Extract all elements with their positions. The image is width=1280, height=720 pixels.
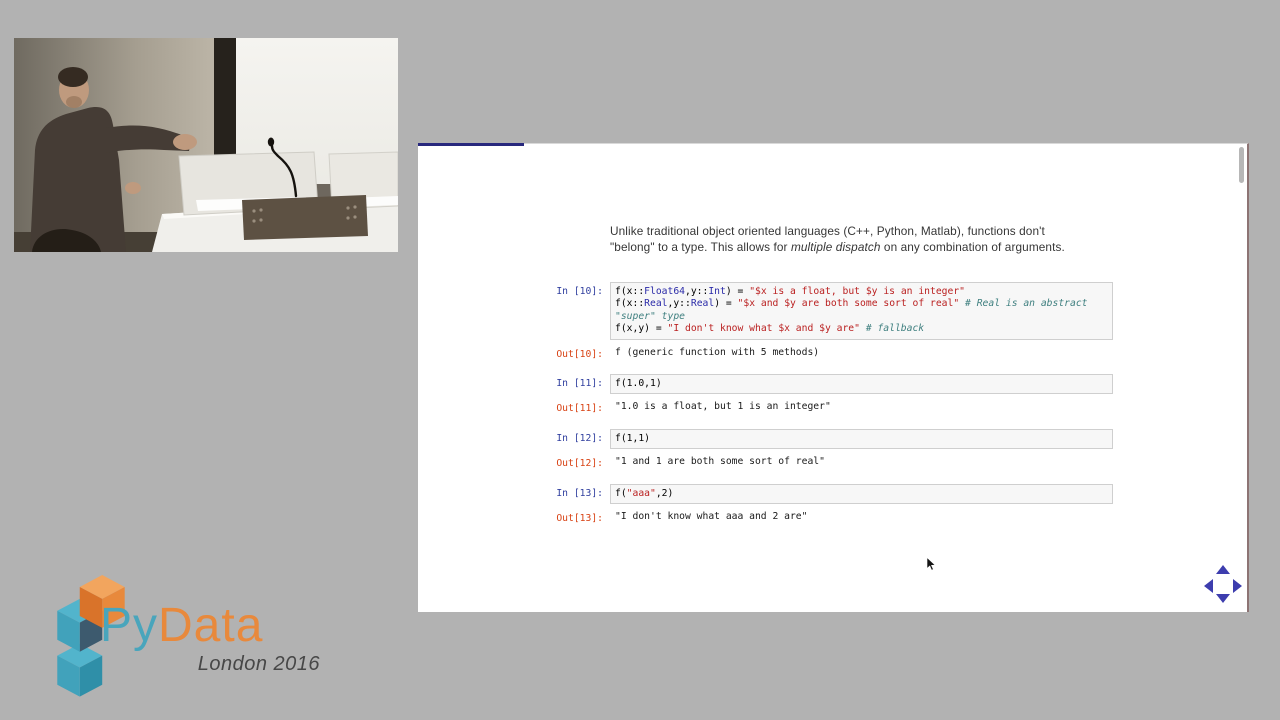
cell-output-text: "1 and 1 are both some sort of real"	[615, 456, 825, 468]
slide-nav-controls	[1204, 565, 1242, 603]
slide-paragraph	[610, 223, 1102, 255]
cell-input-row	[552, 374, 1113, 394]
code-token-string: "aaa"	[626, 487, 656, 499]
code-input-area	[610, 282, 1113, 340]
code-token-plain: f(1.0,1)	[615, 378, 662, 390]
cell-output-row	[552, 345, 1113, 361]
paragraph-line2-after: on any combination of arguments.	[880, 240, 1065, 254]
slide-progress-bar	[418, 143, 524, 146]
cell-output-row	[552, 399, 1113, 415]
in-prompt: In [13]:	[556, 487, 603, 499]
paragraph-line1: Unlike traditional object oriented languages (C++, Python, Matlab), functions don't	[610, 224, 1045, 238]
code-token-plain: f(x::	[615, 286, 645, 297]
code-token-type: Int	[708, 286, 726, 297]
speaker-video-image	[14, 38, 398, 252]
logo-py-text: Py	[100, 599, 159, 652]
cell-output-text: f (generic function with 5 methods)	[615, 346, 820, 358]
logo-data-text: Data	[158, 599, 264, 652]
code-token-comment: "super" type	[615, 310, 685, 322]
code-token-string: "$x is a float, but $y is an integer"	[749, 286, 965, 297]
cell-output-row	[552, 509, 1113, 525]
code-token-comment: # Real is an abstract	[965, 298, 1088, 310]
nav-down-arrow-icon[interactable]	[1216, 594, 1230, 603]
code-token-plain: ) =	[714, 298, 738, 310]
code-line	[615, 286, 1108, 298]
cell-input-row	[552, 429, 1113, 449]
in-prompt: In [11]:	[556, 378, 603, 390]
cell-input-row	[552, 484, 1113, 504]
code-token-plain: ,y::	[685, 286, 709, 297]
code-token-plain: ,2)	[655, 487, 674, 499]
logo-subtitle: London 2016	[197, 653, 320, 675]
out-prompt: Out[13]:	[556, 513, 603, 525]
in-prompt: In [12]:	[556, 432, 603, 444]
code-line	[615, 311, 1108, 323]
code-token-comment: # fallback	[865, 323, 925, 335]
nav-left-arrow-icon[interactable]	[1204, 579, 1213, 593]
cell-output-row	[552, 454, 1113, 470]
code-input-area	[610, 484, 1113, 504]
pydata-logo-wordmark	[100, 598, 263, 653]
code-token-plain: ) =	[725, 286, 750, 297]
code-token-type: Float64	[644, 286, 685, 297]
cell-input-row	[552, 282, 1113, 340]
code-token-type: Real	[690, 298, 715, 310]
presentation-slide	[418, 143, 1249, 612]
code-token-plain: ,y::	[667, 298, 691, 310]
code-input-area	[610, 429, 1113, 449]
code-token-plain: f(x,y) =	[615, 323, 668, 335]
code-token-string: "I don't know what $x and $y are"	[667, 323, 860, 335]
code-line	[615, 433, 1108, 445]
nav-right-arrow-icon[interactable]	[1233, 579, 1242, 593]
paragraph-italic-phrase: multiple dispatch	[790, 240, 881, 254]
code-input-area	[610, 374, 1113, 394]
nav-up-arrow-icon[interactable]	[1216, 565, 1230, 574]
notebook-cells	[552, 282, 1113, 538]
code-token-plain: f(1,1)	[615, 432, 650, 444]
code-line	[615, 378, 1108, 390]
code-line	[615, 298, 1108, 310]
cell-output-text: "I don't know what aaa and 2 are"	[615, 511, 808, 523]
in-prompt: In [10]:	[556, 286, 603, 297]
code-token-type: Real	[644, 298, 668, 310]
code-line	[615, 488, 1108, 500]
speaker-video	[14, 38, 398, 252]
code-token-plain: f(x::	[615, 298, 645, 310]
out-prompt: Out[10]:	[556, 348, 603, 360]
scrollbar-thumb[interactable]	[1239, 147, 1244, 183]
out-prompt: Out[11]:	[556, 403, 603, 415]
code-token-string: "$x and $y are both some sort of real"	[737, 298, 960, 310]
paragraph-line2-before: "belong" to a type. This allows for	[610, 240, 791, 254]
code-line	[615, 323, 1108, 335]
cell-output-text: "1.0 is a float, but 1 is an integer"	[615, 401, 831, 413]
out-prompt: Out[12]:	[556, 458, 603, 470]
code-token-plain: f(	[615, 487, 627, 499]
mouse-cursor-icon	[926, 557, 936, 571]
